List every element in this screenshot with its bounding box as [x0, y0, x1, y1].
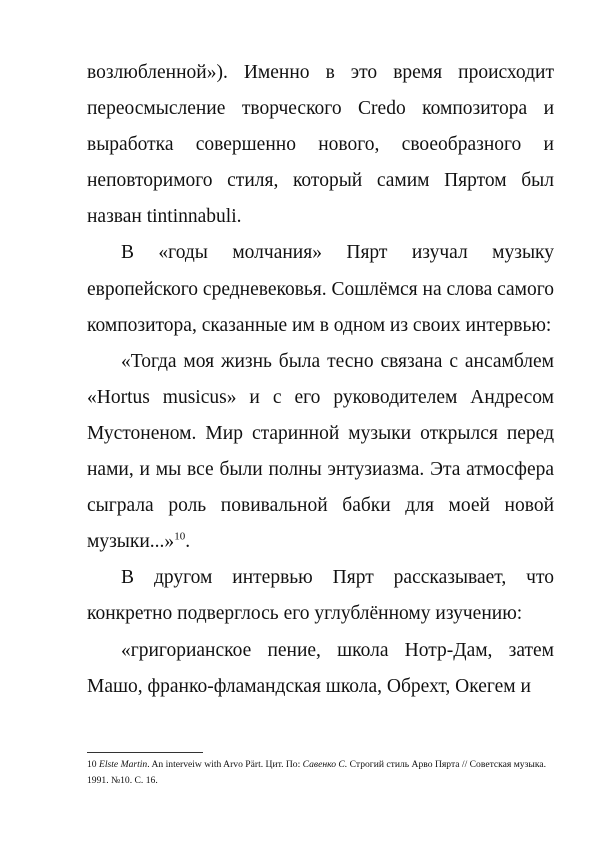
footnote-number: 10 [87, 759, 97, 770]
paragraph-years-of-silence: В «годы молчания» Пярт изучал музыку европейского средневековья. Сошлёмся на слова самого композитора, сказанные им в одном из своих интервью: [87, 242, 555, 336]
quote-end-punctuation: . [185, 531, 191, 553]
footnote-separator [87, 752, 203, 753]
paragraph-another-interview: В другом интервью Пярт рассказывает, что конкретно подверглось его углублённому изучению: [87, 567, 554, 625]
quote-paragraph-gregorian: «григорианское пение, школа Нотр-Дам, затем Машо, франко-фламандская школа, Обрехт, Окегем и [87, 639, 554, 697]
quote-text: «Тогда моя жизнь была тесно связана с ансамблем «Hortus musicus» и с его руководителем Андресом Мустоненом. Мир старинной музыки открылся перед нами, и мы все были полны энтузиазма. Эта атмосфера сыграла роль повивальной бабки для моей новой музыки...» [87, 350, 554, 553]
footnote [87, 757, 557, 789]
footnote-source-author: Савенко С. [302, 759, 348, 770]
quote-paragraph [87, 344, 554, 561]
footnote-reference[interactable]: 10 [174, 530, 186, 543]
paragraph-continuation: возлюбленной»). Именно в это время происходит переосмысление творческого Credo композитора и выработка совершенно нового, своеобразного и неповторимого стиля, который самим Пяртом был назван tintinnabuli. [87, 62, 554, 228]
body-text [87, 55, 554, 705]
footnote-text-part1: . An interveiw with Arvo Pärt. Цит. По: [147, 759, 303, 770]
footnote-text-part2: Строгий стиль Арво Пярта // Советская музыка. 1991. №10. С. 16. [87, 759, 547, 786]
footnote-author: Elste Martin [99, 759, 148, 770]
